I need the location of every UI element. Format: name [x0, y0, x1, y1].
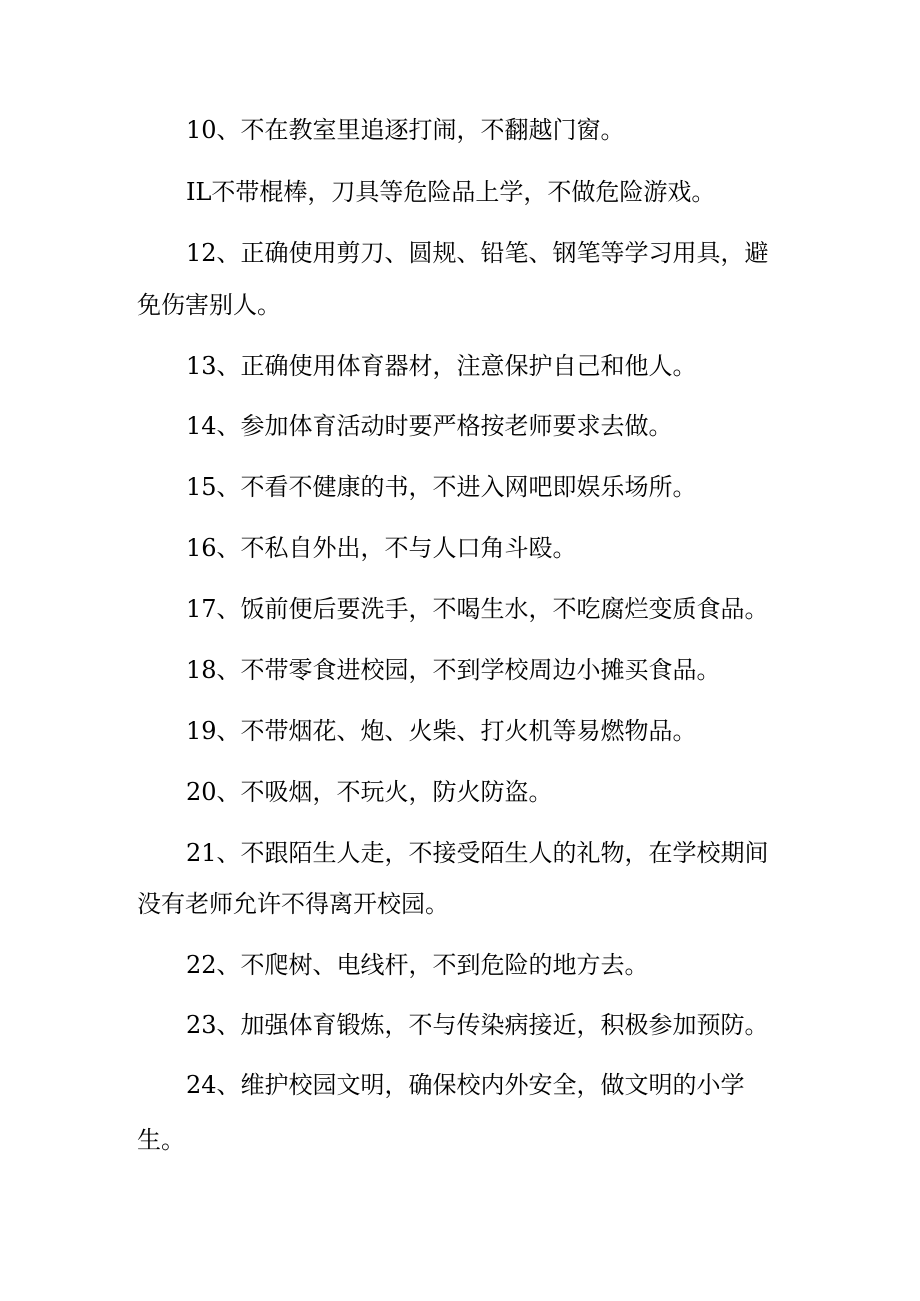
- rule-20: 20、不吸烟，不玩火，防火防盗。: [186, 778, 553, 806]
- rule-14: 14、参加体育活动时要严格按老师要求去做。: [186, 412, 673, 440]
- rule-10: 10、不在教室里追逐打闹，不翻越门窗。: [186, 116, 625, 144]
- rule-21: 21、不跟陌生人走，不接受陌生人的礼物，在学校期间: [186, 839, 769, 867]
- rule-18: 18、不带零食进校园，不到学校周边小摊买食品。: [186, 656, 721, 684]
- rule-17: 17、饭前便后要洗手，不喝生水，不吃腐烂变质食品。: [186, 595, 769, 623]
- rule-11: IL不带棍棒，刀具等危险品上学，不做危险游戏。: [186, 178, 716, 206]
- rule-21-continuation: 没有老师允许不得离开校园。: [137, 890, 449, 918]
- rule-12-continuation: 免伤害别人。: [137, 291, 281, 319]
- rule-22: 22、不爬树、电线杆，不到危险的地方去。: [186, 951, 649, 979]
- rule-12: 12、正确使用剪刀、圆规、铅笔、钢笔等学习用具，避: [186, 239, 769, 267]
- rule-16: 16、不私自外出，不与人口角斗殴。: [186, 534, 577, 562]
- rule-24-continuation: 生。: [137, 1126, 185, 1154]
- rule-15: 15、不看不健康的书，不进入网吧即娱乐场所。: [186, 473, 697, 501]
- rule-24: 24、维护校园文明，确保校内外安全，做文明的小学: [186, 1071, 745, 1099]
- rule-13: 13、正确使用体育器材，注意保护自己和他人。: [186, 352, 697, 380]
- rule-19: 19、不带烟花、炮、火柴、打火机等易燃物品。: [186, 717, 697, 745]
- rule-23: 23、加强体育锻炼，不与传染病接近，积极参加预防。: [186, 1011, 769, 1039]
